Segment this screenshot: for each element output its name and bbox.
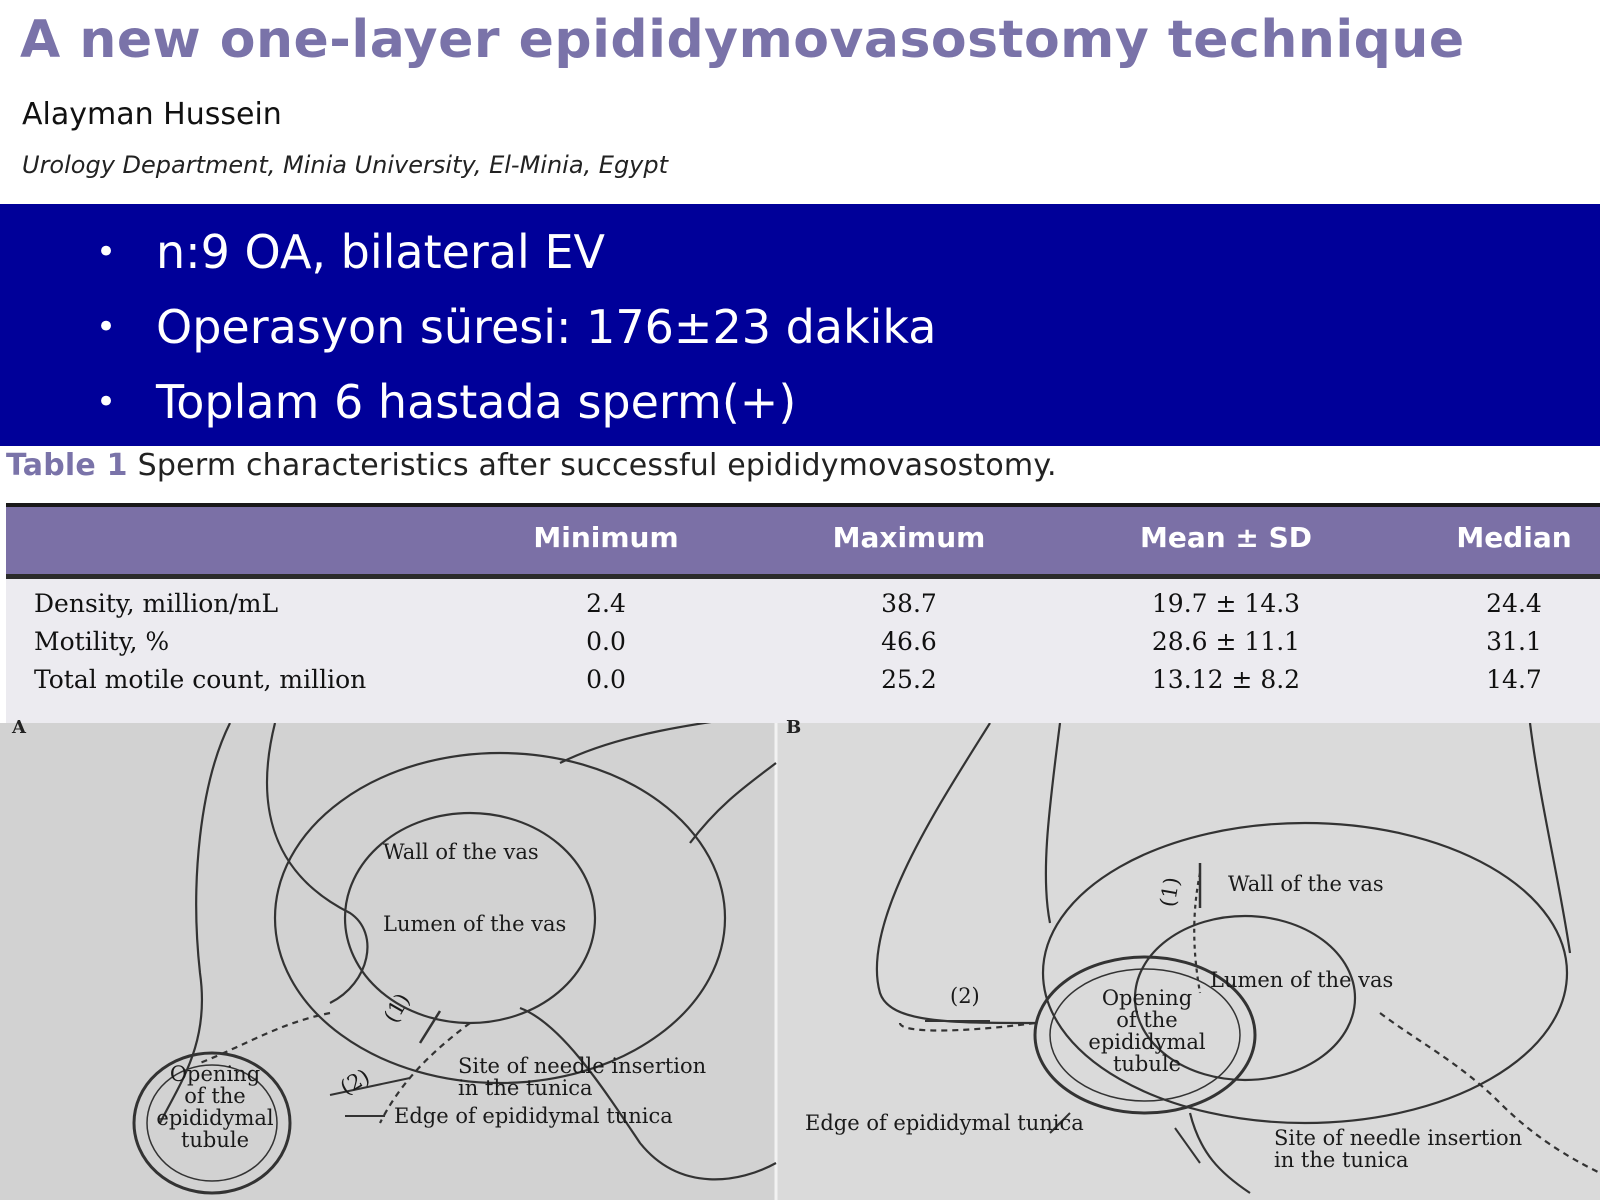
tunica-edge-label: Edge of epididymal tunica	[805, 1111, 1084, 1135]
lumen-of-vas-label: Lumen of the vas	[1210, 968, 1394, 992]
table-cell: 0.0	[586, 627, 626, 656]
bullet-list	[96, 220, 936, 445]
opening-of-tubule-label: Opening of the epididymal tubule	[1088, 986, 1206, 1076]
wall-of-vas-label: Wall of the vas	[383, 840, 539, 864]
table-cell: 24.4	[1486, 589, 1542, 618]
opening-of-tubule-label: Opening of the epididymal tubule	[156, 1062, 274, 1152]
column-header: Minimum	[533, 521, 679, 554]
table-cell: 2.4	[586, 589, 626, 618]
bullet-item: • n:9 OA, bilateral EV	[96, 220, 936, 295]
surgical-illustration	[0, 717, 1600, 1200]
table-number: Table 1	[6, 448, 128, 483]
summary-band	[0, 204, 1600, 446]
table-cell: 28.6 ± 11.1	[1151, 627, 1301, 656]
table-cell: 19.7 ± 14.3	[1151, 589, 1301, 618]
marker-2-label: (2)	[950, 984, 980, 1008]
panel-b-label: B	[786, 717, 802, 738]
row-label: Motility, %	[34, 627, 170, 656]
table-cell: 31.1	[1486, 627, 1542, 656]
table-cell: 14.7	[1486, 665, 1542, 694]
table-cell: 38.7	[881, 589, 937, 618]
row-label: Total motile count, million	[34, 665, 367, 694]
paper-header	[0, 0, 1600, 204]
panel-a-label: A	[12, 717, 26, 738]
needle-site-label: Site of needle insertion in the tunica	[458, 1054, 707, 1100]
table-cell: 0.0	[586, 665, 626, 694]
column-header: Mean ± SD	[1139, 521, 1313, 554]
table-caption-text: Sperm characteristics after successful epididymovasostomy.	[137, 448, 1057, 483]
table-cell: 13.12 ± 8.2	[1151, 665, 1301, 694]
table-cell: 25.2	[881, 665, 937, 694]
wall-of-vas-label: Wall of the vas	[1228, 872, 1384, 896]
table-header-row	[6, 503, 1600, 579]
bullet-dot-icon: •	[96, 382, 117, 422]
marker-2-label: (2)	[335, 1064, 374, 1100]
bullet-dot-icon: •	[96, 232, 117, 272]
table-row	[6, 665, 1600, 703]
author-name: Alayman Hussein	[22, 97, 282, 132]
sperm-table	[6, 503, 1600, 723]
lumen-of-vas-label: Lumen of the vas	[383, 912, 567, 936]
bullet-item: • Toplam 6 hastada sperm(+)	[96, 370, 936, 445]
table-cell: 46.6	[881, 627, 937, 656]
table-row	[6, 589, 1600, 627]
marker-1-label: (1)	[1155, 875, 1185, 909]
bullet-item: • Operasyon süresi: 176±23 dakika	[96, 295, 936, 370]
row-label: Density, million/mL	[34, 589, 279, 618]
panel-a-background	[0, 723, 776, 1200]
needle-site-label: Site of needle insertion in the tunica	[1274, 1126, 1523, 1172]
table-row	[6, 627, 1600, 665]
table-caption	[6, 448, 1057, 483]
bullet-dot-icon: •	[96, 307, 117, 347]
paper-title: A new one-layer epididymovasostomy technique	[20, 10, 1465, 70]
tunica-edge-label: Edge of epididymal tunica	[394, 1104, 673, 1128]
column-header: Maximum	[832, 521, 986, 554]
author-affiliation: Urology Department, Minia University, El-Minia, Egypt	[22, 151, 669, 179]
column-header: Median	[1456, 521, 1572, 554]
marker-1-label: (1)	[379, 989, 415, 1027]
